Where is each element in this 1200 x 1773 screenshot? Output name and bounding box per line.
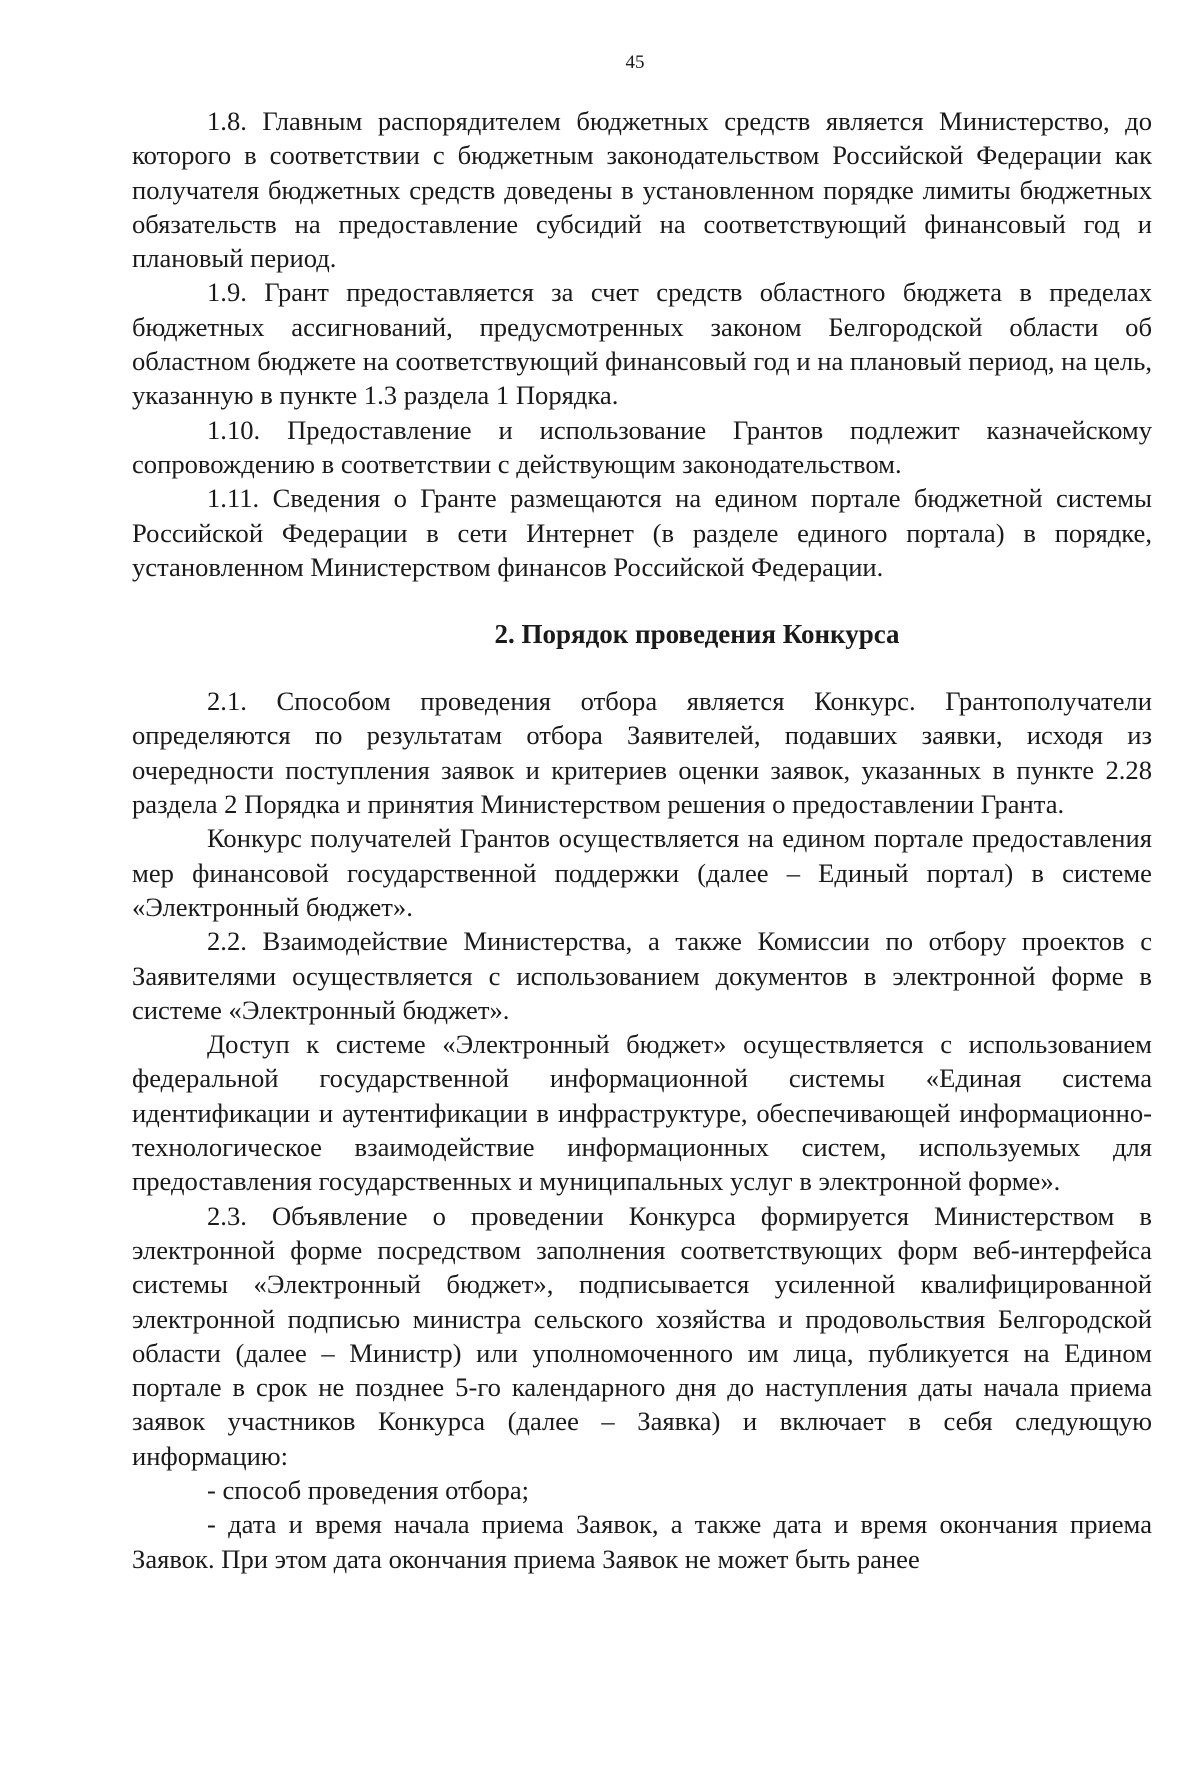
paragraph-dostup: Доступ к системе «Электронный бюджет» осуществляется с использованием федеральной государственной информационной системы «Единая система идентификации и аутентификации в инфраструктуре, обеспечивающей информационно-технологическое взаимодействие информационных систем, используемых для предоставления государственных и муниципальных услуг в электронной форме».: [132, 1029, 1152, 1197]
paragraph-1-8: 1.8. Главным распорядителем бюджетных средств является Министерство, до которого в соответствии с бюджетным законодательством Российской Федерации как получателя бюджетных средств доведены в установленном порядке лимиты бюджетных обязательств на предоставление субсидий на соответствующий финансовый год и плановый период.: [132, 106, 1152, 274]
section-heading: 2. Порядок проведения Конкурса: [494, 619, 900, 650]
paragraph-1-9: 1.9. Грант предоставляется за счет средств областного бюджета в пределах бюджетных ассигнований, предусмотренных законом Белгородской области об областном бюджете на соответствующий финансовый год и на плановый период, на цель, указанную в пункте 1.3 раздела 1 Порядка.: [132, 277, 1152, 411]
paragraph-1-11: 1.11. Сведения о Гранте размещаются на едином портале бюджетной системы Российской Федерации в сети Интернет (в разделе единого портала) в порядке, установленном Министерством финансов Российской Федерации.: [132, 483, 1152, 582]
paragraph-konkurs: Конкурс получателей Грантов осуществляется на едином портале предоставления мер финансовой государственной поддержки (далее – Единый портал) в системе «Электронный бюджет».: [132, 823, 1152, 922]
page-number: 45: [625, 52, 645, 73]
list-item: - дата и время начала приема Заявок, а также дата и время окончания приема Заявок. При этом дата окончания приема Заявок не может быть ранее: [132, 1509, 1152, 1574]
paragraph-2-1: 2.1. Способом проведения отбора является Конкурс. Грантополучатели определяются по результатам отбора Заявителей, подавших заявки, исходя из очередности поступления заявок и критериев оценки заявок, указанных в пункте 2.28 раздела 2 Порядка и принятия Министерством решения о предоставлении Гранта.: [132, 686, 1152, 820]
list-item: - способ проведения отбора;: [207, 1474, 530, 1505]
document-body: [132, 104, 1152, 1576]
paragraph-2-2: 2.2. Взаимодействие Министерства, а также Комиссии по отбору проектов с Заявителями осуществляется с использованием документов в электронной форме в системе «Электронный бюджет».: [132, 926, 1152, 1025]
paragraph-1-10: 1.10. Предоставление и использование Грантов подлежит казначейскому сопровождению в соответствии с действующим законодательством.: [132, 414, 1152, 479]
paragraph-2-3: 2.3. Объявление о проведении Конкурса формируется Министерством в электронной форме посредством заполнения соответствующих форм веб-интерфейса системы «Электронный бюджет», подписывается усиленной квалифицированной электронной подписью министра сельского хозяйства и продовольствия Белгородской области (далее – Министр) или уполномоченного им лица, публикуется на Едином портале в срок не позднее 5-го календарного дня до наступления даты начала приема заявок участников Конкурса (далее – Заявка) и включает в себя следующую информацию:: [132, 1200, 1152, 1471]
